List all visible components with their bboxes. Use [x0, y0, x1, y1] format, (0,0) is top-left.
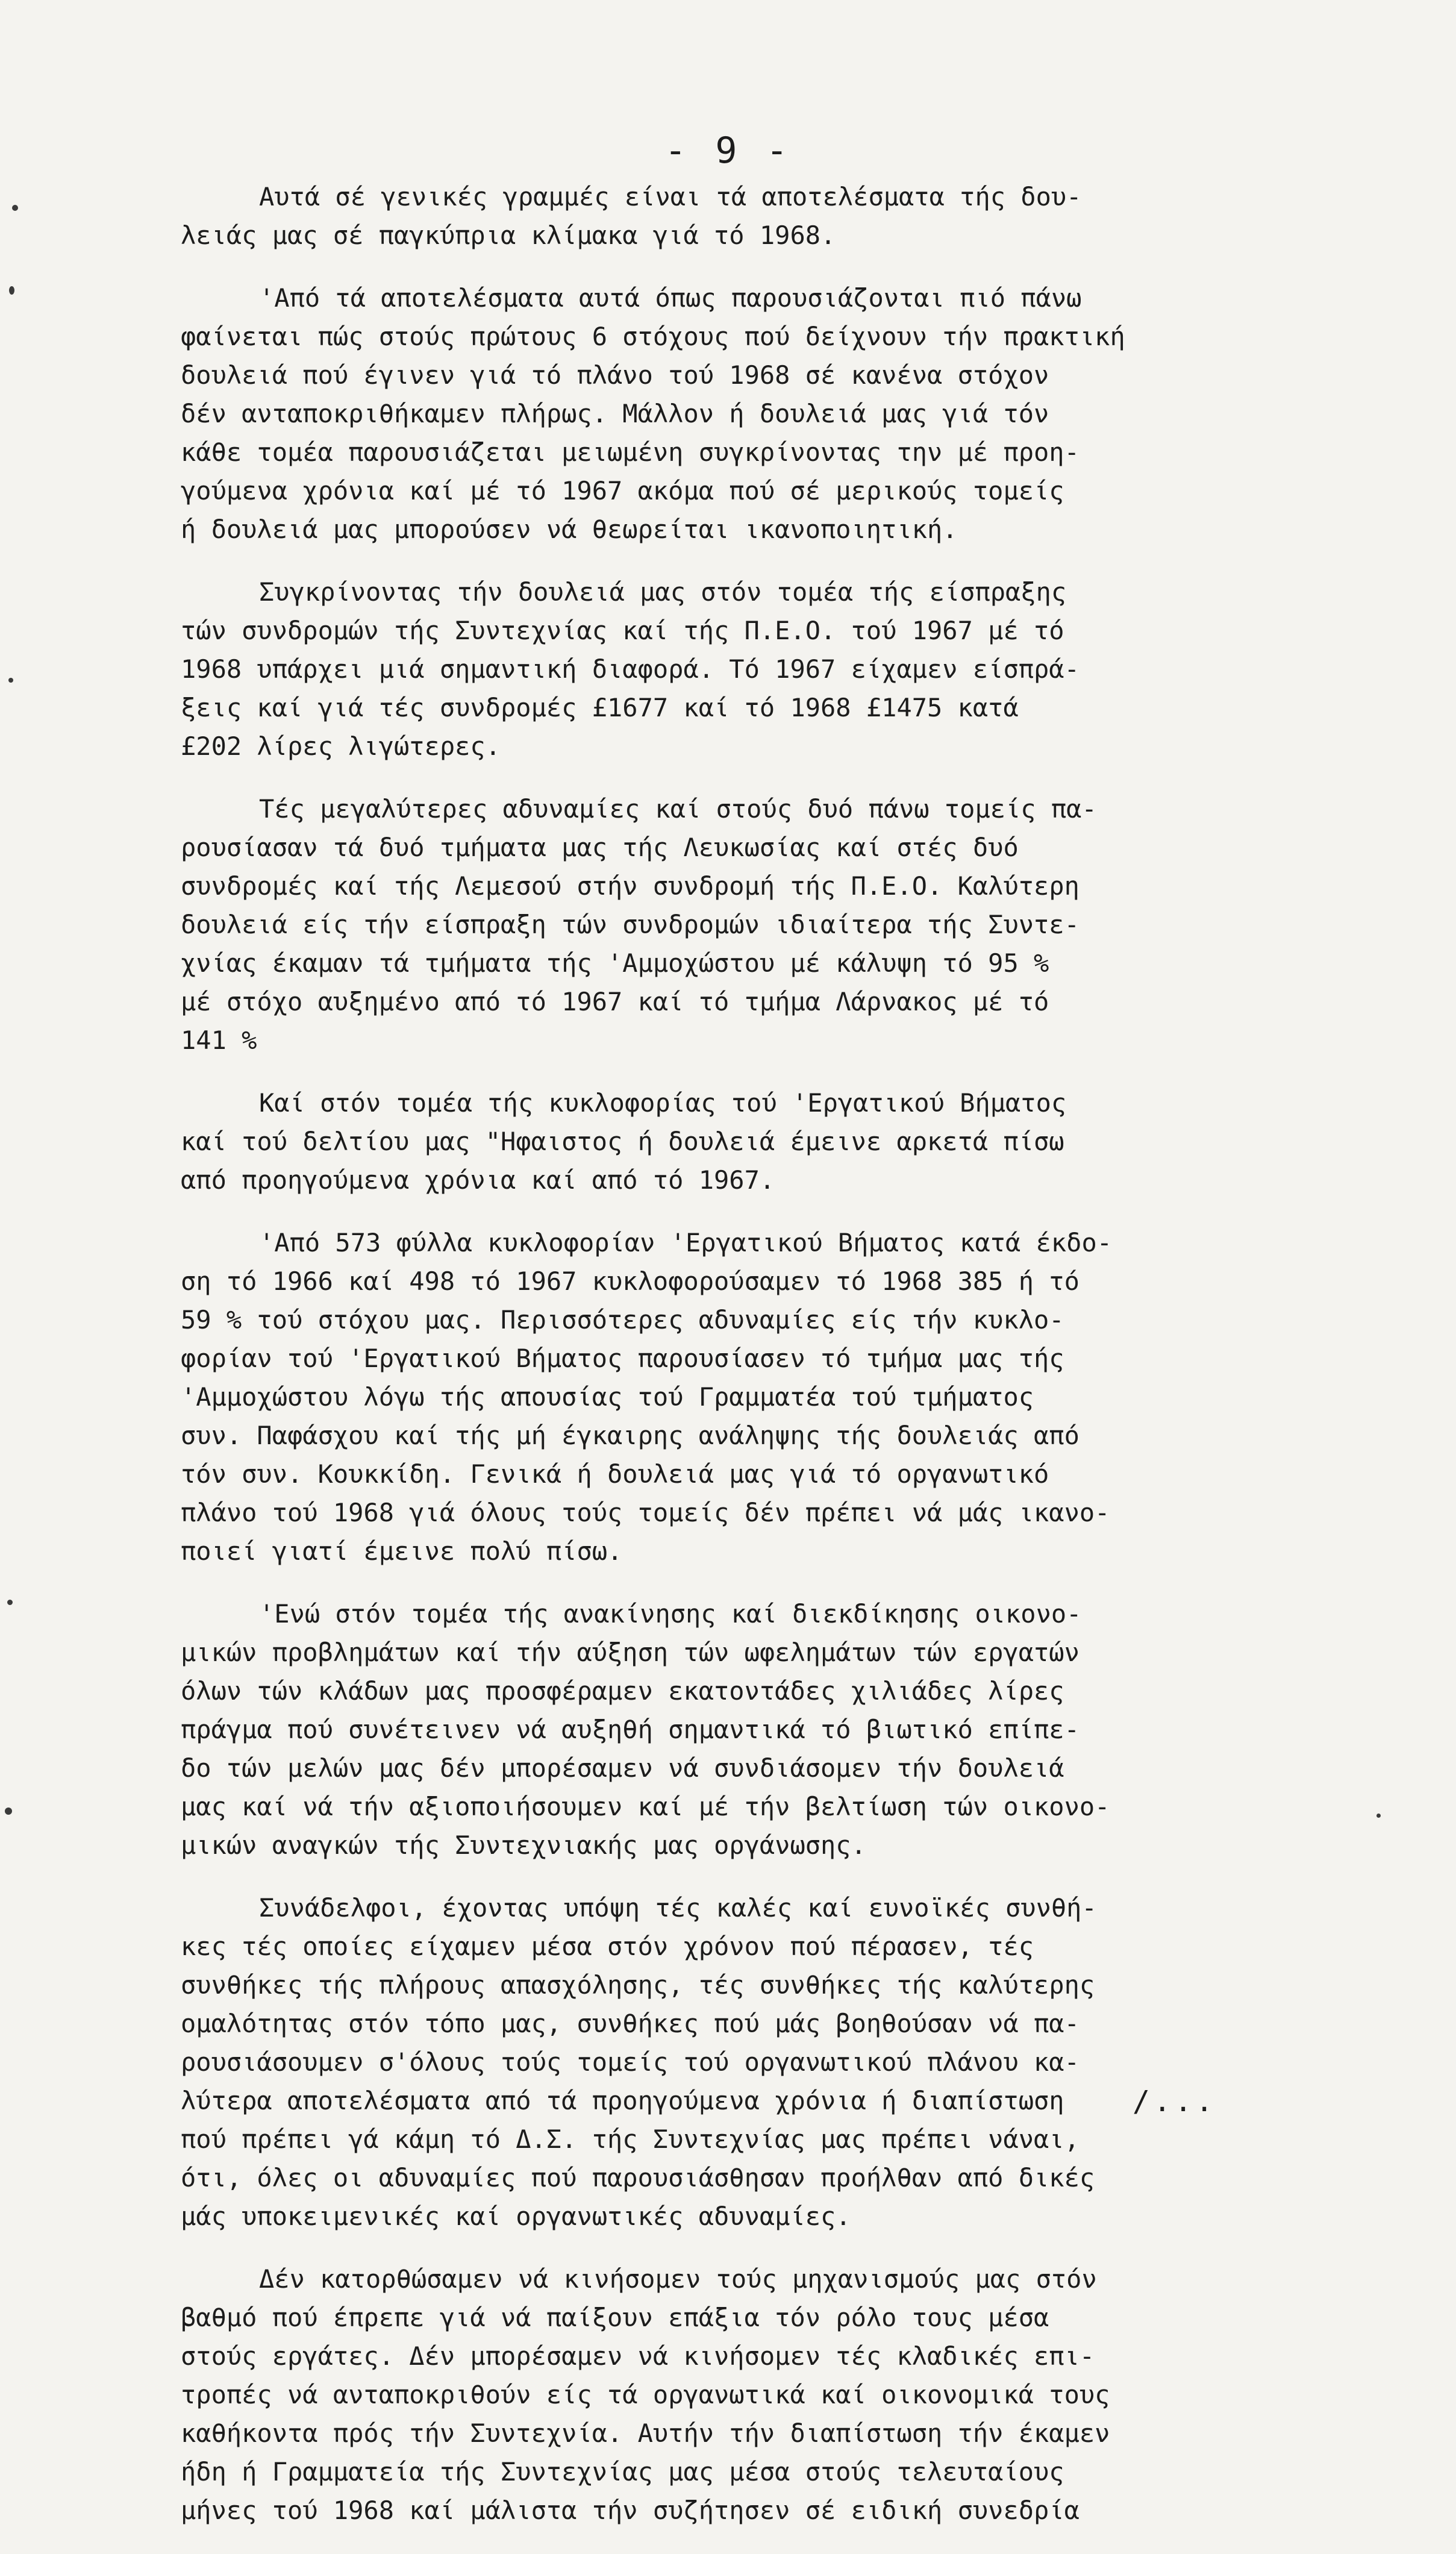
text-line: Συνάδελφοι, έχοντας υπόψη τές καλές καί ευνοϊκές συνθή- — [259, 1893, 1097, 1923]
text-line: Καί στόν τομέα τής κυκλοφορίας τού 'Εργατικού Βήματος — [259, 1088, 1067, 1118]
text-line: 59 % τού στόχου μας. Περισσότερες αδυναμίες είς τήν κυκλο- — [181, 1305, 1064, 1335]
text-line: ή δουλειά μας μπορούσεν νά θεωρείται ικανοποιητική. — [181, 515, 958, 544]
paragraph — [181, 1889, 1301, 2236]
text-line: κάθε τομέα παρουσιάζεται μειωμένη συγκρίνοντας την μέ προη- — [181, 437, 1080, 467]
text-line: πλάνο τού 1968 γιά όλους τούς τομείς δέν πρέπει νά μάς ικανο- — [181, 1498, 1110, 1527]
text-line: δο τών μελών μας δέν μπορέσαμεν νά συνδιάσομεν τήν δουλειά — [181, 1753, 1064, 1783]
paragraph — [181, 2260, 1301, 2530]
text-line: 'Ενώ στόν τομέα τής ανακίνησης καί διεκδίκησης οικονο- — [259, 1599, 1082, 1629]
text-line: Αυτά σέ γενικές γραμμές είναι τά αποτελέσματα τής δου- — [259, 182, 1082, 211]
text-line: κες τές οποίες είχαμεν μέσα στόν χρόνον πού πέρασεν, τές — [181, 1932, 1034, 1961]
scan-speck — [9, 286, 14, 295]
text-line: όλων τών κλάδων μας προσφέραμεν εκατοντάδες χιλιάδες λίρες — [181, 1676, 1064, 1706]
text-line: δουλειά είς τήν είσπραξη τών συνδρομών ιδιαίτερα τής Συντε- — [181, 910, 1080, 939]
text-line: Τές μεγαλύτερες αδυναμίες καί στούς δυό πάνω τομείς πα- — [259, 794, 1097, 824]
text-line: τών συνδρομών τής Συντεχνίας καί τής Π.Ε.Ο. τού 1967 μέ τό — [181, 616, 1064, 645]
text-line: ξεις καί γιά τές συνδρομές £1677 καί τό 1968 £1475 κατά — [181, 693, 1019, 722]
text-line: δέν ανταποκριθήκαμεν πλήρως. Μάλλον ή δουλειά μας γιά τόν — [181, 399, 1049, 428]
scan-speck — [7, 1600, 13, 1605]
text-line: βαθμό πού έπρεπε γιά νά παίξουν επάξια τόν ρόλο τους μέσα — [181, 2303, 1049, 2332]
text-line: συν. Παφάσχου καί τής μή έγκαιρης ανάληψης τής δουλειάς από — [181, 1421, 1080, 1450]
text-line: £202 λίρες λιγώτερες. — [181, 731, 501, 761]
text-line: γούμενα χρόνια καί μέ τό 1967 ακόμα πού σέ μερικούς τομείς — [181, 476, 1064, 505]
text-line: δουλειά πού έγινεν γιά τό πλάνο τού 1968 σέ κανένα στόχον — [181, 360, 1049, 390]
text-line: μικών προβλημάτων καί τήν αύξηση τών ωφελημάτων τών εργατών — [181, 1638, 1080, 1667]
scan-speck — [5, 1808, 12, 1815]
page-number: - 9 - — [664, 130, 792, 172]
text-line: ση τό 1966 καί 498 τό 1967 κυκλοφορούσαμεν τό 1968 385 ή τό — [181, 1266, 1080, 1296]
text-line: πού πρέπει γά κάμη τό Δ.Σ. τής Συντεχνίας μας πρέπει νάναι, — [181, 2124, 1080, 2154]
text-line: μικών αναγκών τής Συντεχνιακής μας οργάνωσης. — [181, 1830, 866, 1860]
scan-speck — [8, 678, 13, 683]
text-line: ήδη ή Γραμματεία τής Συντεχνίας μας μέσα στούς τελευταίους — [181, 2457, 1064, 2487]
text-line: συνθήκες τής πλήρους απασχόλησης, τές συνθήκες τής καλύτερης — [181, 1970, 1095, 2000]
text-line: Συγκρίνοντας τήν δουλειά μας στόν τομέα τής είσπραξης — [259, 577, 1067, 607]
text-line: καθήκοντα πρός τήν Συντεχνία. Αυτήν τήν διαπίστωση τήν έκαμεν — [181, 2418, 1110, 2448]
paragraph — [181, 573, 1301, 766]
text-line: 1968 υπάρχει μιά σημαντική διαφορά. Τό 1967 είχαμεν είσπρά- — [181, 654, 1080, 684]
text-line: καί τού δελτίου μας "Ηφαιστος ή δουλειά έμεινε αρκετά πίσω — [181, 1127, 1064, 1156]
paragraph — [181, 1084, 1301, 1200]
scan-speck — [1376, 1814, 1381, 1818]
text-line: μας καί νά τήν αξιοποιήσουμεν καί μέ τήν βελτίωση τών οικονο- — [181, 1792, 1110, 1821]
paragraph — [181, 279, 1301, 549]
paragraph — [181, 1595, 1301, 1865]
text-line: στούς εργάτες. Δέν μπορέσαμεν νά κινήσομεν τές κλαδικές επι- — [181, 2341, 1095, 2371]
text-line: από προηγούμενα χρόνια καί από τό 1967. — [181, 1165, 775, 1195]
text-line: ρουσιάσουμεν σ'όλους τούς τομείς τού οργανωτικού πλάνου κα- — [181, 2047, 1080, 2077]
text-line: λύτερα αποτελέσματα από τά προηγούμενα χρόνια ή διαπίστωση — [181, 2086, 1064, 2115]
text-line: φαίνεται πώς στούς πρώτους 6 στόχους πού δείχνουν τήν πρακτική — [181, 322, 1125, 351]
paragraph — [181, 790, 1301, 1060]
text-line: τόν συν. Κουκκίδη. Γενικά ή δουλειά μας γιά τό οργανωτικό — [181, 1459, 1049, 1489]
text-line: ότι, όλες οι αδυναμίες πού παρουσιάσθησαν προήλθαν από δικές — [181, 2163, 1095, 2192]
document-body — [181, 178, 1301, 2554]
text-line: φορίαν τού 'Εργατικού Βήματος παρουσίασεν τό τμήμα μας τής — [181, 1344, 1064, 1373]
text-line: ρουσίασαν τά δυό τμήματα μας τής Λευκωσίας καί στές δυό — [181, 833, 1019, 862]
text-line: συνδρομές καί τής Λεμεσού στήν συνδρομή τής Π.Ε.Ο. Καλύτερη — [181, 871, 1080, 901]
text-line: ποιεί γιατί έμεινε πολύ πίσω. — [181, 1536, 623, 1566]
text-line: πράγμα πού συνέτεινεν νά αυξηθή σημαντικά τό βιωτικό επίπε- — [181, 1715, 1080, 1744]
text-line: 'Αμμοχώστου λόγω τής απουσίας τού Γραμματέα τού τμήματος — [181, 1382, 1034, 1412]
text-line: 'Από 573 φύλλα κυκλοφορίαν 'Εργατικού Βήματος κατά έκδο- — [259, 1228, 1113, 1257]
text-line: ομαλότητας στόν τόπο μας, συνθήκες πού μάς βοηθούσαν νά πα- — [181, 2009, 1080, 2038]
paragraph — [181, 1224, 1301, 1571]
text-line: μήνες τού 1968 καί μάλιστα τήν συζήτησεν σέ ειδική συνεδρία — [181, 2496, 1080, 2525]
paragraph — [181, 178, 1301, 255]
text-line: τροπές νά ανταποκριθούν είς τά οργανωτικά καί οικονομικά τους — [181, 2380, 1110, 2409]
continuation-mark: /... — [1133, 2085, 1217, 2118]
text-line: 141 % — [181, 1025, 257, 1055]
text-line: Δέν κατορθώσαμεν νά κινήσομεν τούς μηχανισμούς μας στόν — [259, 2264, 1097, 2294]
scan-speck — [12, 205, 18, 211]
text-line: μάς υποκειμενικές καί οργανωτικές αδυναμίες. — [181, 2202, 851, 2231]
text-line: χνίας έκαμαν τά τμήματα τής 'Αμμοχώστου μέ κάλυψη τό 95 % — [181, 948, 1049, 978]
text-line: λειάς μας σέ παγκύπρια κλίμακα γιά τό 1968. — [181, 221, 836, 250]
text-line: 'Από τά αποτελέσματα αυτά όπως παρουσιάζονται πιό πάνω — [259, 283, 1082, 313]
text-line: μέ στόχο αυξημένο από τό 1967 καί τό τμήμα Λάρνακος μέ τό — [181, 987, 1049, 1016]
